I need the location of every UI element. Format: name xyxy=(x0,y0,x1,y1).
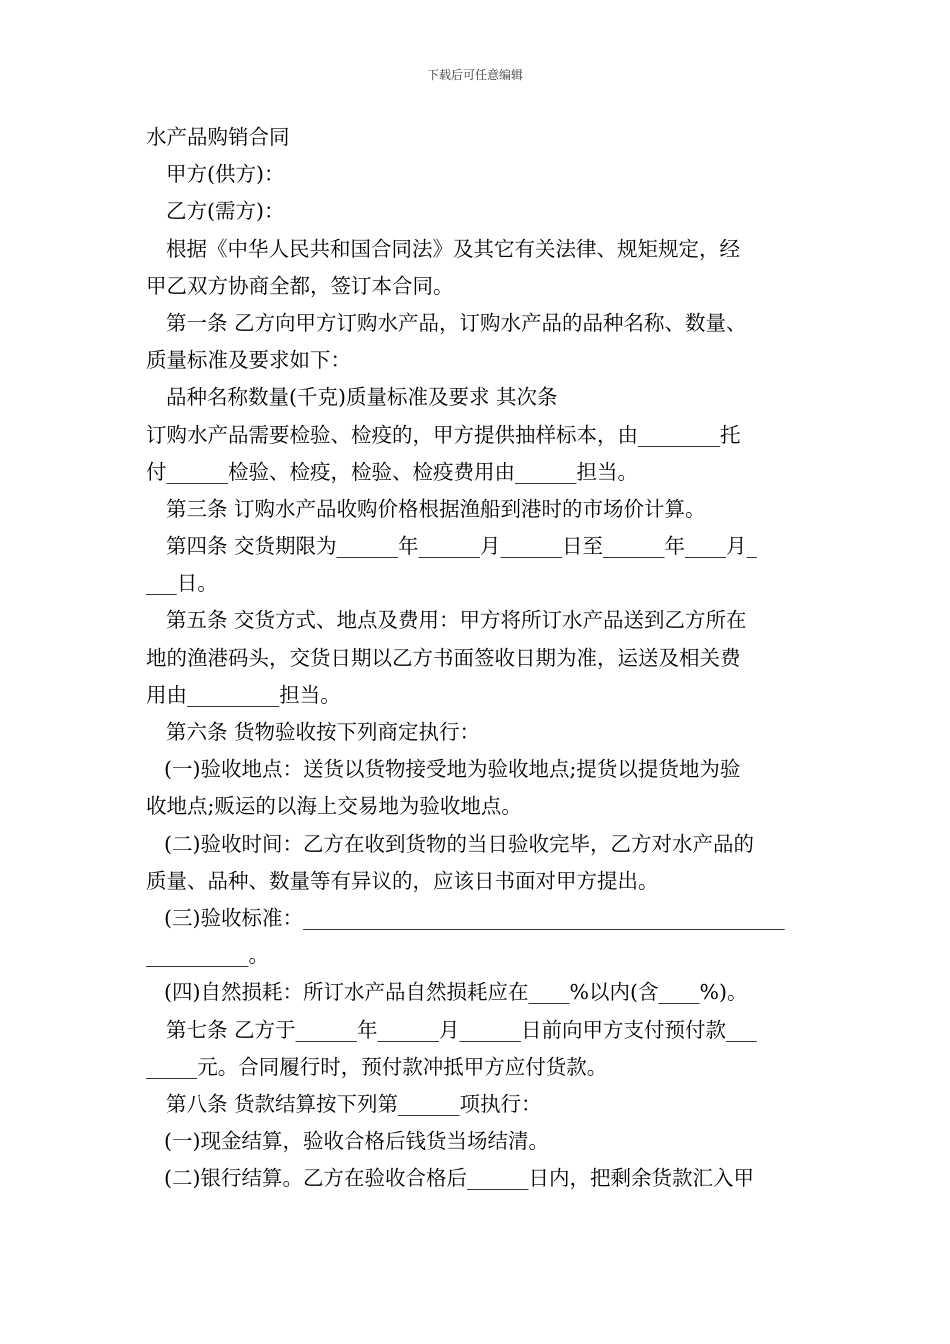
article-8-item-2-line: (二)银行结算。乙方在验收合格后______日内，把剩余货款汇入甲 xyxy=(164,1166,754,1191)
article-1-line-2: 质量标准及要求如下： xyxy=(146,348,351,373)
article-4-line-1: 第四条 交货期限为______年______月______日至______年____月_ xyxy=(166,534,757,559)
article-7-line-2: _____元。合同履行时，预付款冲抵甲方应付货款。 xyxy=(146,1054,608,1079)
page-header-note: 下载后可任意编辑 xyxy=(426,68,523,82)
article-4-line-2: ___日。 xyxy=(146,571,218,596)
article-3-line: 第三条 订购水产品收购价格根据渔船到港时的市场价计算。 xyxy=(166,496,706,521)
article-6-item-1-line-1: (一)验收地点：送货以货物接受地为验收地点;提货以提货地为验 xyxy=(164,757,741,782)
article-6-item-2-line-1: (二)验收时间：乙方在收到货物的当日验收完毕，乙方对水产品的 xyxy=(164,831,754,856)
article-2-line-1: 订购水产品需要检验、检疫的，甲方提供抽样标本，由________托 xyxy=(146,422,741,447)
article-8-item-1-line: (一)现金结算，验收合格后钱货当场结清。 xyxy=(164,1129,549,1154)
contract-body xyxy=(146,119,810,1197)
article-6-item-3-line-2: __________。 xyxy=(146,943,269,968)
preamble-line-2: 甲乙双方协商全都，签订本合同。 xyxy=(146,273,454,298)
article-1-line-3: 品种名称数量(千克)质量标准及要求 其次条 xyxy=(166,385,558,410)
article-6-item-2-line-2: 质量、品种、数量等有异议的，应该日书面对甲方提出。 xyxy=(146,868,659,893)
article-6-line: 第六条 货物验收按下列商定执行： xyxy=(166,720,481,744)
article-7-line-1: 第七条 乙方于______年______月______日前向甲方支付预付款___ xyxy=(166,1017,757,1042)
contract-title: 水产品购销合同 xyxy=(146,125,290,149)
article-2-line-2: 付______检验、检疫，检验、检疫费用由______担当。 xyxy=(146,459,638,484)
article-5-line-3: 用由_________担当。 xyxy=(146,682,341,707)
article-8-line: 第八条 货款结算按下列第______项执行： xyxy=(166,1091,542,1116)
article-6-item-4-line: (四)自然损耗：所订水产品自然损耗应在____%以内(含____%)。 xyxy=(164,980,748,1005)
party-b-line: 乙方(需方)： xyxy=(166,199,285,224)
preamble-line-1: 根据《中华人民共和国合同法》及其它有关法律、规矩规定，经 xyxy=(166,236,740,261)
party-a-line: 甲方(供方)： xyxy=(166,162,285,187)
article-1-line-1: 第一条 乙方向甲方订购水产品，订购水产品的品种名称、数量、 xyxy=(166,310,747,335)
article-5-line-1: 第五条 交货方式、地点及费用：甲方将所订水产品送到乙方所在 xyxy=(166,608,747,633)
article-5-line-2: 地的渔港码头，交货日期以乙方书面签收日期为准，运送及相关费 xyxy=(146,645,741,670)
article-6-item-1-line-2: 收地点;贩运的以海上交易地为验收地点。 xyxy=(146,794,522,819)
article-6-item-3-line-1: (三)验收标准：_______________________________________________ xyxy=(164,905,785,930)
